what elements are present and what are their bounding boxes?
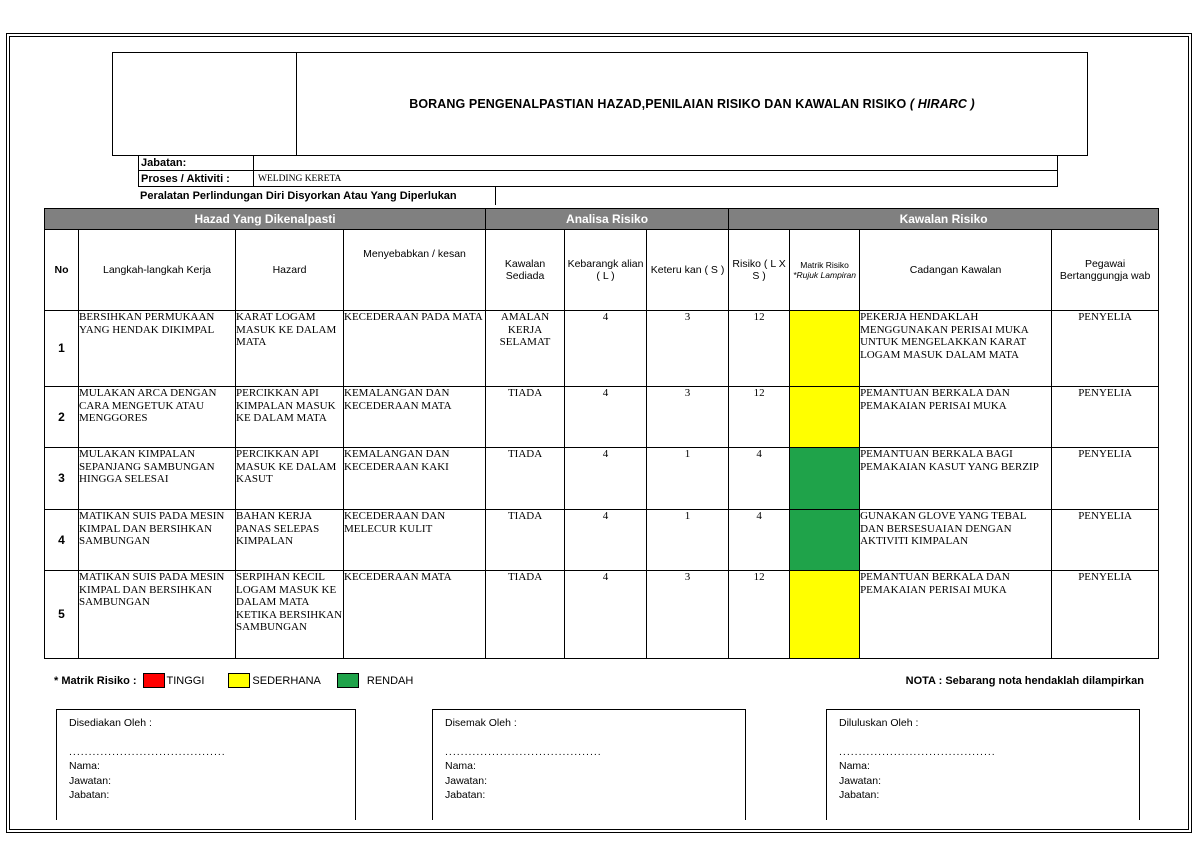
row-langkah: MATIKAN SUIS PADA MESIN KIMPAL DAN BERSIHKAN SAMBUNGAN [79, 571, 236, 659]
col-langkah: Langkah-langkah Kerja [79, 230, 236, 311]
signature-title: Disemak Oleh : [445, 717, 517, 729]
col-matrik [790, 230, 860, 311]
row-matrik-sederhana [790, 311, 860, 387]
signature-line[interactable]: ........................................ [445, 745, 602, 758]
form-title [297, 53, 1087, 155]
row-no: 5 [45, 571, 79, 659]
row-l: 4 [565, 448, 647, 510]
signature-jabatan: Jabatan: [445, 789, 486, 801]
col-menyebabkan: Menyebabkan / kesan [344, 230, 486, 311]
row-kawalan: TIADA [486, 510, 565, 571]
row-l: 4 [565, 311, 647, 387]
row-langkah: MATIKAN SUIS PADA MESIN KIMPAL DAN BERSIHKAN SAMBUNGAN [79, 510, 236, 571]
row-kesan: KEMALANGAN DAN KECEDERAAN MATA [344, 387, 486, 448]
peralatan-row [138, 187, 496, 205]
row-kawalan: TIADA [486, 448, 565, 510]
row-no: 4 [45, 510, 79, 571]
col-kebarangkalian: Kebarangk alian ( L ) [565, 230, 647, 311]
table-row [45, 571, 1159, 659]
logo-cell [113, 53, 297, 155]
row-pegawai: PENYELIA [1052, 311, 1159, 387]
row-pegawai: PENYELIA [1052, 448, 1159, 510]
signature-title: Diluluskan Oleh : [839, 717, 919, 729]
legend-rendah: RENDAH [366, 674, 414, 687]
signature-jawatan: Jawatan: [839, 774, 882, 787]
row-hazard: BAHAN KERJA PANAS SELEPAS KIMPALAN [236, 510, 344, 571]
row-kawalan: TIADA [486, 387, 565, 448]
row-matrik-rendah [790, 448, 860, 510]
signature-box-diluluskan [826, 709, 1140, 820]
nota-text: NOTA : Sebarang nota hendaklah dilampirkan [905, 675, 1144, 687]
proses-label: Proses / Aktiviti : [141, 172, 230, 185]
row-hazard: PERCIKKAN API KIMPALAN MASUK KE DALAM MATA [236, 387, 344, 448]
group-header-row [45, 209, 1159, 230]
table-row [45, 448, 1159, 510]
row-kesan: KECEDERAAN DAN MELECUR KULIT [344, 510, 486, 571]
group-kawalan: Kawalan Risiko [729, 209, 1159, 230]
legend-tinggi: TINGGI [166, 674, 205, 687]
row-langkah: MULAKAN ARCA DENGAN CARA MENGETUK ATAU MENGGORES [79, 387, 236, 448]
row-l: 4 [565, 510, 647, 571]
row-risiko: 4 [729, 510, 790, 571]
row-no: 3 [45, 448, 79, 510]
row-risiko: 4 [729, 448, 790, 510]
row-langkah: BERSIHKAN PERMUKAAN YANG HENDAK DIKIMPAL [79, 311, 236, 387]
signature-nama: Nama: [839, 760, 870, 772]
row-s: 1 [647, 448, 729, 510]
row-risiko: 12 [729, 571, 790, 659]
row-hazard: SERPIHAN KECIL LOGAM MASUK KE DALAM MATA KETIKA BERSIHKAN SAMBUNGAN [236, 571, 344, 659]
row-hazard: KARAT LOGAM MASUK KE DALAM MATA [236, 311, 344, 387]
row-pegawai: PENYELIA [1052, 571, 1159, 659]
row-kawalan: AMALAN KERJA SELAMAT [486, 311, 565, 387]
signature-nama: Nama: [69, 760, 100, 772]
legend-swatch-tinggi [143, 673, 165, 688]
table-row [45, 510, 1159, 571]
form-title-main: BORANG PENGENALPASTIAN HAZAD,PENILAIAN RISIKO DAN KAWALAN RISIKO [409, 97, 907, 111]
risk-legend [54, 673, 423, 688]
row-pegawai: PENYELIA [1052, 510, 1159, 571]
row-kawalan: TIADA [486, 571, 565, 659]
signature-box-disediakan [56, 709, 356, 820]
legend-swatch-sederhana [228, 673, 250, 688]
table-row [45, 311, 1159, 387]
group-hazad: Hazad Yang Dikenalpasti [45, 209, 486, 230]
col-risiko: Risiko ( L X S ) [729, 230, 790, 311]
legend-sederhana: SEDERHANA [252, 674, 321, 687]
row-no: 2 [45, 387, 79, 448]
signature-line[interactable]: ........................................ [69, 745, 226, 758]
signature-box-disemak [432, 709, 746, 820]
row-matrik-rendah [790, 510, 860, 571]
proses-value[interactable]: WELDING KERETA [258, 173, 342, 184]
signature-title: Disediakan Oleh : [69, 717, 152, 729]
row-s: 3 [647, 387, 729, 448]
row-cadangan: PEMANTUAN BERKALA BAGI PEMAKAIAN KASUT YANG BERZIP [860, 448, 1052, 510]
row-cadangan: GUNAKAN GLOVE YANG TEBAL DAN BERSESUAIAN DENGAN AKTIVITI KIMPALAN [860, 510, 1052, 571]
proses-row [138, 171, 1058, 187]
col-matrik-note: *Rujuk Lampiran [793, 270, 856, 280]
title-box [112, 52, 1088, 156]
row-cadangan: PEMANTUAN BERKALA DAN PEMAKAIAN PERISAI MUKA [860, 571, 1052, 659]
table-row [45, 387, 1159, 448]
row-pegawai: PENYELIA [1052, 387, 1159, 448]
signature-line[interactable]: ........................................ [839, 745, 996, 758]
row-matrik-sederhana [790, 571, 860, 659]
row-matrik-sederhana [790, 387, 860, 448]
col-keterukan: Keteru kan ( S ) [647, 230, 729, 311]
row-s: 3 [647, 311, 729, 387]
col-kawalan: Kawalan Sediada [486, 230, 565, 311]
col-cadangan: Cadangan Kawalan [860, 230, 1052, 311]
peralatan-value[interactable] [496, 187, 500, 205]
row-s: 1 [647, 510, 729, 571]
row-no: 1 [45, 311, 79, 387]
peralatan-label: Peralatan Perlindungan Diri Disyorkan Atau Yang Diperlukan [140, 190, 457, 202]
jabatan-value[interactable] [254, 156, 258, 170]
signature-jawatan: Jawatan: [445, 774, 488, 787]
row-hazard: PERCIKKAN API MASUK KE DALAM KASUT [236, 448, 344, 510]
row-cadangan: PEMANTUAN BERKALA DAN PEMAKAIAN PERISAI MUKA [860, 387, 1052, 448]
row-kesan: KEMALANGAN DAN KECEDERAAN KAKI [344, 448, 486, 510]
legend-label: * Matrik Risiko : [54, 674, 137, 687]
signature-jabatan: Jabatan: [69, 789, 110, 801]
row-kesan: KECEDERAAN MATA [344, 571, 486, 659]
col-pegawai: Pegawai Bertanggungja wab [1052, 230, 1159, 311]
jabatan-label: Jabatan: [141, 157, 187, 169]
col-hazard: Hazard [236, 230, 344, 311]
row-s: 3 [647, 571, 729, 659]
row-risiko: 12 [729, 311, 790, 387]
col-matrik-title: Matrik Risiko [800, 260, 849, 270]
signature-jabatan: Jabatan: [839, 789, 880, 801]
row-l: 4 [565, 571, 647, 659]
row-risiko: 12 [729, 387, 790, 448]
row-langkah: MULAKAN KIMPALAN SEPANJANG SAMBUNGAN HINGGA SELESAI [79, 448, 236, 510]
column-header-row [45, 230, 1159, 311]
form-title-abbr: ( HIRARC ) [909, 97, 975, 111]
row-kesan: KECEDERAAN PADA MATA [344, 311, 486, 387]
col-no: No [45, 230, 79, 311]
signature-nama: Nama: [445, 760, 476, 772]
signature-jawatan: Jawatan: [69, 774, 112, 787]
jabatan-row [138, 156, 1058, 171]
group-analisa: Analisa Risiko [486, 209, 729, 230]
row-l: 4 [565, 387, 647, 448]
legend-swatch-rendah [337, 673, 359, 688]
hirarc-table [44, 208, 1159, 659]
row-cadangan: PEKERJA HENDAKLAH MENGGUNAKAN PERISAI MUKA UNTUK MENGELAKKAN KARAT LOGAM MASUK DALAM MATA [860, 311, 1052, 387]
